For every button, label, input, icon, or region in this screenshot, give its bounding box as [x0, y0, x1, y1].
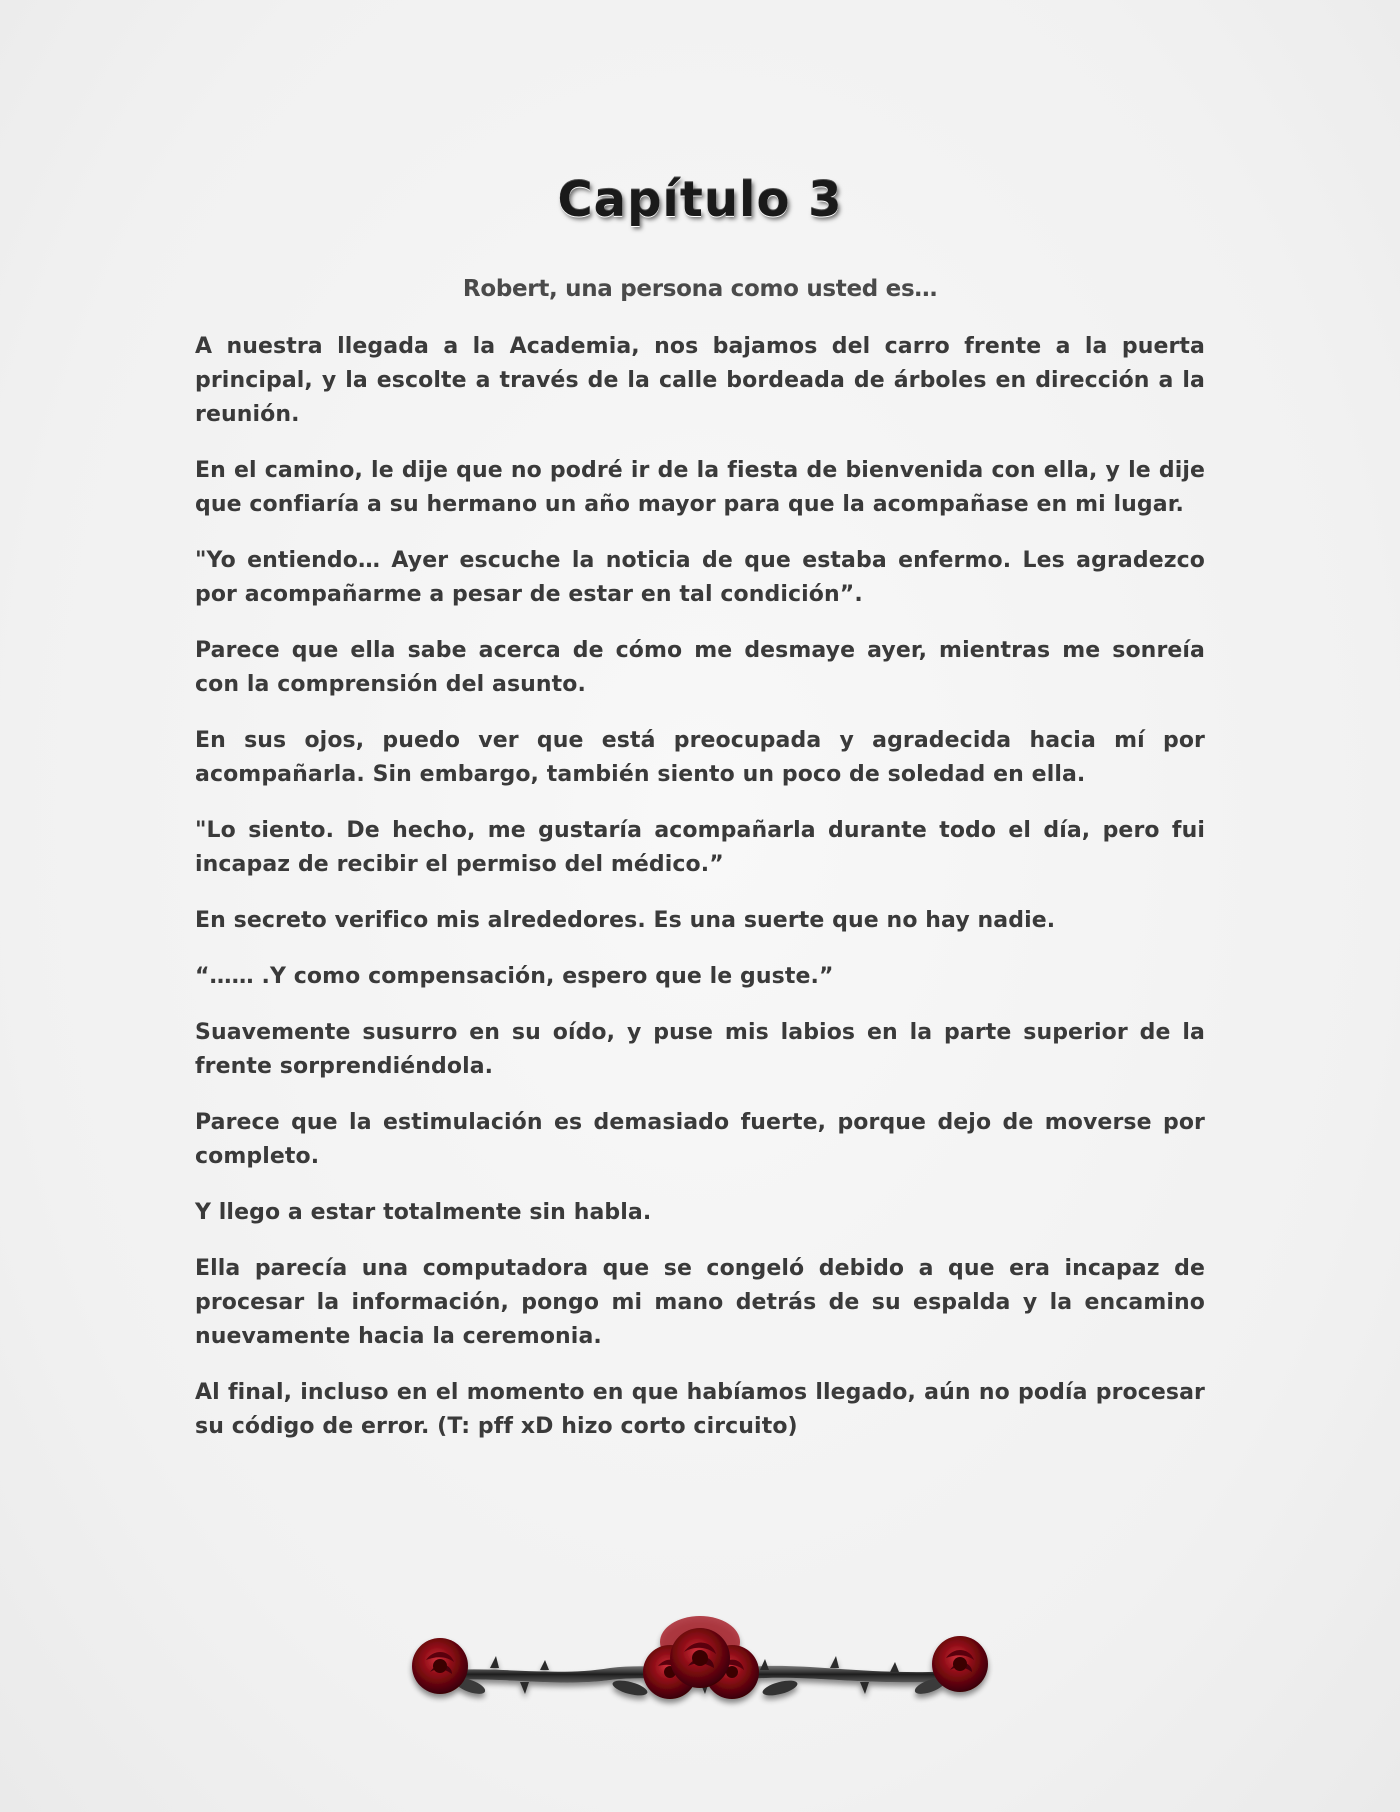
- paragraph: Y llego a estar totalmente sin habla.: [195, 1200, 652, 1225]
- paragraph: "Yo entiendo… Ayer escuche la noticia de que estaba enfermo. Les agradezco por acompañarme a pesar de estar en tal condición”.: [195, 548, 1205, 607]
- paragraph: En secreto verifico mis alrededores. Es una suerte que no hay nadie.: [195, 908, 1056, 933]
- chapter-body: [195, 330, 1205, 1466]
- paragraph: Suavemente susurro en su oído, y puse mis labios en la parte superior de la frente sorprendiéndola.: [195, 1020, 1205, 1079]
- rose-vine-divider-icon: [400, 1608, 1000, 1718]
- chapter-subtitle: Robert, una persona como usted es…: [462, 276, 938, 302]
- paragraph: En sus ojos, puedo ver que está preocupada y agradecida hacia mí por acompañarla. Sin embargo, también siento un poco de soledad en ella.: [195, 728, 1205, 787]
- paragraph: Parece que ella sabe acerca de cómo me desmaye ayer, mientras me sonreía con la comprensión del asunto.: [195, 638, 1205, 697]
- paragraph: A nuestra llegada a la Academia, nos bajamos del carro frente a la puerta principal, y la escolte a través de la calle bordeada de árboles en dirección a la reunión.: [195, 334, 1205, 427]
- chapter-title: Capítulo 3: [557, 172, 843, 228]
- paragraph: Ella parecía una computadora que se congeló debido a que era incapaz de procesar la información, pongo mi mano detrás de su espalda y la encamino nuevamente hacia la ceremonia.: [195, 1256, 1205, 1349]
- paragraph: En el camino, le dije que no podré ir de la fiesta de bienvenida con ella, y le dije que confiaría a su hermano un año mayor para que la acompañase en mi lugar.: [195, 458, 1205, 517]
- paragraph: “…… .Y como compensación, espero que le guste.”: [195, 964, 834, 989]
- paragraph: "Lo siento. De hecho, me gustaría acompañarla durante todo el día, pero fui incapaz de recibir el permiso del médico.”: [195, 818, 1205, 877]
- paragraph: Parece que la estimulación es demasiado fuerte, porque dejo de moverse por completo.: [195, 1110, 1205, 1169]
- paragraph: Al final, incluso en el momento en que habíamos llegado, aún no podía procesar su código de error. (T: pff xD hizo corto circuito): [195, 1380, 1205, 1439]
